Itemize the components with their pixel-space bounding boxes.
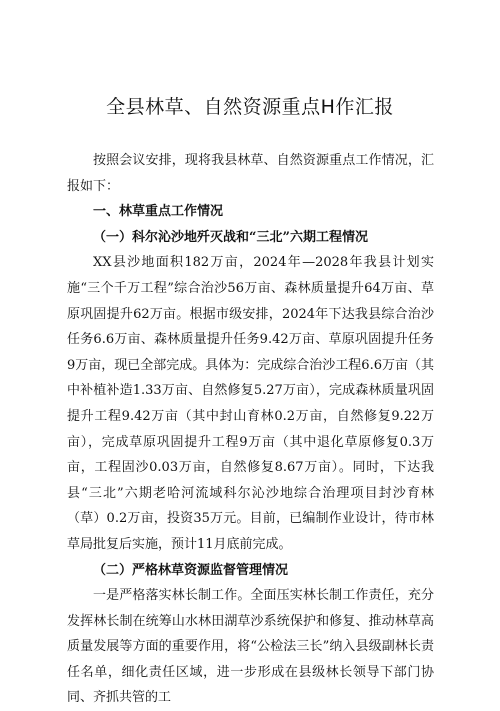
document-body	[67, 148, 434, 711]
section-heading-1: 一、林草重点工作情况	[93, 204, 224, 220]
intro-paragraph: 按照会议安排，现将我县林草、自然资源重点工作情况，汇报如下：	[67, 153, 434, 194]
subsection-2-paragraph: 一是严格落实林长制工作。全面压实林长制工作责任，充分发挥林长制在统筹山水林田湖草沙系统保护和修复、推动林草高质量发展等方面的重要作用，将“公检法三长”纳入县级副林长责任名单，细化责任区域，进一步形成在县级林长领导下部门协同、齐抓共管的工	[67, 588, 434, 706]
document-title: 全县林草、自然资源重点H作汇报	[106, 96, 394, 118]
subsection-heading-1: （一）科尔沁沙地歼灭战和“三北”六期工程情况	[93, 229, 368, 245]
subsection-heading-2: （二）严格林草资源监督管理情况	[93, 562, 289, 578]
subsection-1-paragraph: XX县沙地面积182万亩，2024年—2028年我县计划实施“三个千万工程”综合治沙56万亩、森林质量提升64万亩、草原巩固提升62万亩。根据市级安排，2024年下达我县综合治沙任务6.6万亩、森林质量提升任务9.42万亩、草原巩固提升任务9万亩，现已全部完成。具体为：完成综合治沙工程6.6万亩（其中补植补造1.33万亩、自然修复5.27万亩），完成森林质量巩固提升工程9.42万亩（其中封山育林0.2万亩，自然修复9.22万亩），完成草原巩固提升工程9万亩（其中退化草原修复0.3万亩，工程固沙0.03万亩，自然修复8.67万亩）。同时，下达我县“三北”六期老哈河流域科尔沁沙地综合治理项目封沙育林（草）0.2万亩，投资35万元。目前，已编制作业设计，待市林草局批复后实施，预计11月底前完成。	[67, 255, 434, 552]
